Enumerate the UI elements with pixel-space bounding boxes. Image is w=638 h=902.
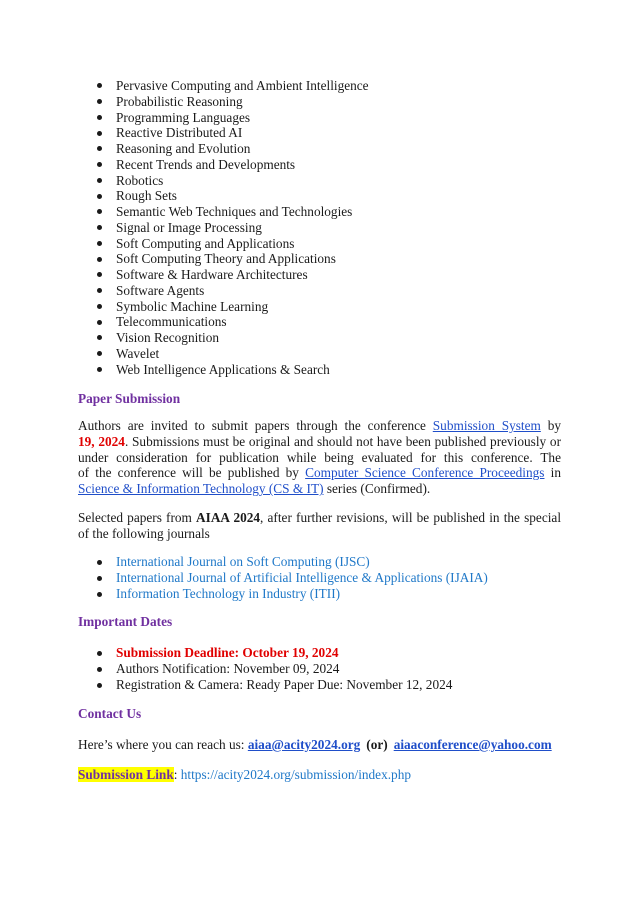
list-item xyxy=(92,78,369,94)
paper-submission-heading: Paper Submission xyxy=(78,391,181,406)
paragraph-line: under consideration for publication while being evaluated for this conference. The xyxy=(78,449,561,465)
bullet-icon xyxy=(97,257,102,262)
list-item xyxy=(92,204,369,220)
bullet-icon xyxy=(97,83,102,88)
paragraph-line xyxy=(78,465,561,481)
list-item xyxy=(92,362,369,378)
list-item xyxy=(92,570,488,586)
list-item-text: Symbolic Machine Learning xyxy=(116,298,269,314)
csit-link-part2[interactable]: Science & Information Technology (CS & IT) xyxy=(78,481,324,497)
list-item-text: Probabilistic Reasoning xyxy=(116,93,243,109)
colon: : xyxy=(173,767,181,782)
bullet-icon xyxy=(97,683,102,688)
text: . Submissions must be original and should not have been published previously or xyxy=(124,433,561,449)
bullet-icon xyxy=(97,115,102,120)
bullet-icon xyxy=(97,178,102,183)
text: in xyxy=(544,465,561,481)
text: Selected papers from xyxy=(78,510,197,525)
list-item-text: Submission Deadline: October 19, 2024 xyxy=(116,645,339,660)
deadline-date: 19, 2024 xyxy=(78,433,125,449)
list-item xyxy=(92,94,369,110)
paragraph-line: of the following journals xyxy=(78,525,210,541)
paragraph-line xyxy=(78,418,561,434)
list-item-text: Programming Languages xyxy=(116,109,251,125)
list-item-text: Pervasive Computing and Ambient Intelligence xyxy=(116,78,369,93)
list-item-text: Robotics xyxy=(116,172,164,188)
list-item xyxy=(92,645,452,661)
list-item-text: Rough Sets xyxy=(116,188,177,204)
paragraph-line xyxy=(78,510,561,526)
paragraph-line xyxy=(78,434,561,450)
list-item xyxy=(92,314,369,330)
list-item-text: Software & Hardware Architectures xyxy=(116,267,308,282)
bullet-icon xyxy=(97,241,102,246)
bullet-icon xyxy=(97,351,102,356)
submission-url[interactable]: https://acity2024.org/submission/index.php xyxy=(180,767,412,782)
list-item xyxy=(92,125,369,141)
bullet-icon xyxy=(97,146,102,151)
bullet-icon xyxy=(97,576,102,581)
list-item-text: Soft Computing and Applications xyxy=(116,235,295,251)
topics-list xyxy=(92,78,369,377)
list-item-text: Authors Notification: November 09, 2024 xyxy=(116,661,340,676)
submission-link-line xyxy=(78,767,561,783)
list-item-text: Telecommunications xyxy=(116,314,227,330)
bullet-icon xyxy=(97,272,102,277)
list-item xyxy=(92,188,369,204)
contact-line xyxy=(78,737,561,753)
bullet-icon xyxy=(97,367,102,372)
bullet-icon xyxy=(97,99,102,104)
or-text: (or) xyxy=(366,737,388,752)
list-item xyxy=(92,586,488,602)
bullet-icon xyxy=(97,288,102,293)
list-item xyxy=(92,267,369,283)
conference-name: AIAA 2024 xyxy=(196,510,261,525)
bullet-icon xyxy=(97,209,102,214)
text: Authors are invited to submit papers through the conference xyxy=(78,418,433,433)
paper-submission-paragraph xyxy=(78,418,561,497)
bullet-icon xyxy=(97,194,102,199)
list-item xyxy=(92,220,369,236)
list-item-text: International Journal of Artificial Intelligence & Applications (IJAIA) xyxy=(116,570,488,585)
list-item-text: Registration & Camera: Ready Paper Due: November 12, 2024 xyxy=(116,677,453,692)
list-item-text: Soft Computing Theory and Applications xyxy=(116,251,336,267)
list-item xyxy=(92,677,452,693)
important-dates-heading: Important Dates xyxy=(78,614,173,629)
list-item xyxy=(92,299,369,315)
list-item-text: Information Technology in Industry (ITII) xyxy=(116,586,341,601)
dates-list xyxy=(92,645,452,693)
list-item-text: Signal or Image Processing xyxy=(116,219,262,235)
list-item xyxy=(92,110,369,126)
bullet-icon xyxy=(97,131,102,136)
bullet-icon xyxy=(97,225,102,230)
list-item-text: Reasoning and Evolution xyxy=(116,141,251,156)
list-item-text: Web Intelligence Applications & Search xyxy=(116,361,330,377)
submission-system-link[interactable]: Submission System xyxy=(432,418,541,433)
journals-intro-paragraph xyxy=(78,510,561,542)
text: of the conference will be published by xyxy=(78,465,306,481)
list-item xyxy=(92,661,452,677)
list-item-text: Wavelet xyxy=(116,345,160,361)
journals-list xyxy=(92,554,488,602)
bullet-icon xyxy=(97,560,102,565)
text: by xyxy=(540,418,561,433)
list-item-text: Software Agents xyxy=(116,282,205,298)
bullet-icon xyxy=(97,335,102,340)
submission-link-label: Submission Link xyxy=(78,767,174,782)
paragraph-line xyxy=(78,481,561,497)
list-item xyxy=(92,330,369,346)
email-link-secondary[interactable]: aiaaconference@yahoo.com xyxy=(393,737,552,752)
text: , after further revisions, will be published in the special xyxy=(260,510,561,525)
list-item-text: Recent Trends and Developments xyxy=(116,156,296,172)
list-item-text: International Journal on Soft Computing (IJSC) xyxy=(116,554,370,569)
bullet-icon xyxy=(97,667,102,672)
list-item xyxy=(92,236,369,252)
list-item xyxy=(92,554,488,570)
text: series (Confirmed). xyxy=(323,481,431,497)
bullet-icon xyxy=(97,320,102,325)
list-item xyxy=(92,141,369,157)
bullet-icon xyxy=(97,304,102,309)
bullet-icon xyxy=(97,651,102,656)
bullet-icon xyxy=(97,162,102,167)
bullet-icon xyxy=(97,592,102,597)
list-item xyxy=(92,251,369,267)
contact-intro: Here’s where you can reach us: xyxy=(78,737,248,752)
list-item-text: Reactive Distributed AI xyxy=(116,125,243,141)
list-item xyxy=(92,346,369,362)
list-item-text: Vision Recognition xyxy=(116,330,219,345)
list-item xyxy=(92,173,369,189)
contact-us-heading: Contact Us xyxy=(78,706,142,721)
email-link-primary[interactable]: aiaa@acity2024.org xyxy=(247,737,361,752)
proceedings-link[interactable]: Computer Science Conference Proceedings xyxy=(305,465,545,481)
list-item-text: Semantic Web Techniques and Technologies xyxy=(116,204,353,219)
list-item xyxy=(92,157,369,173)
list-item xyxy=(92,283,369,299)
